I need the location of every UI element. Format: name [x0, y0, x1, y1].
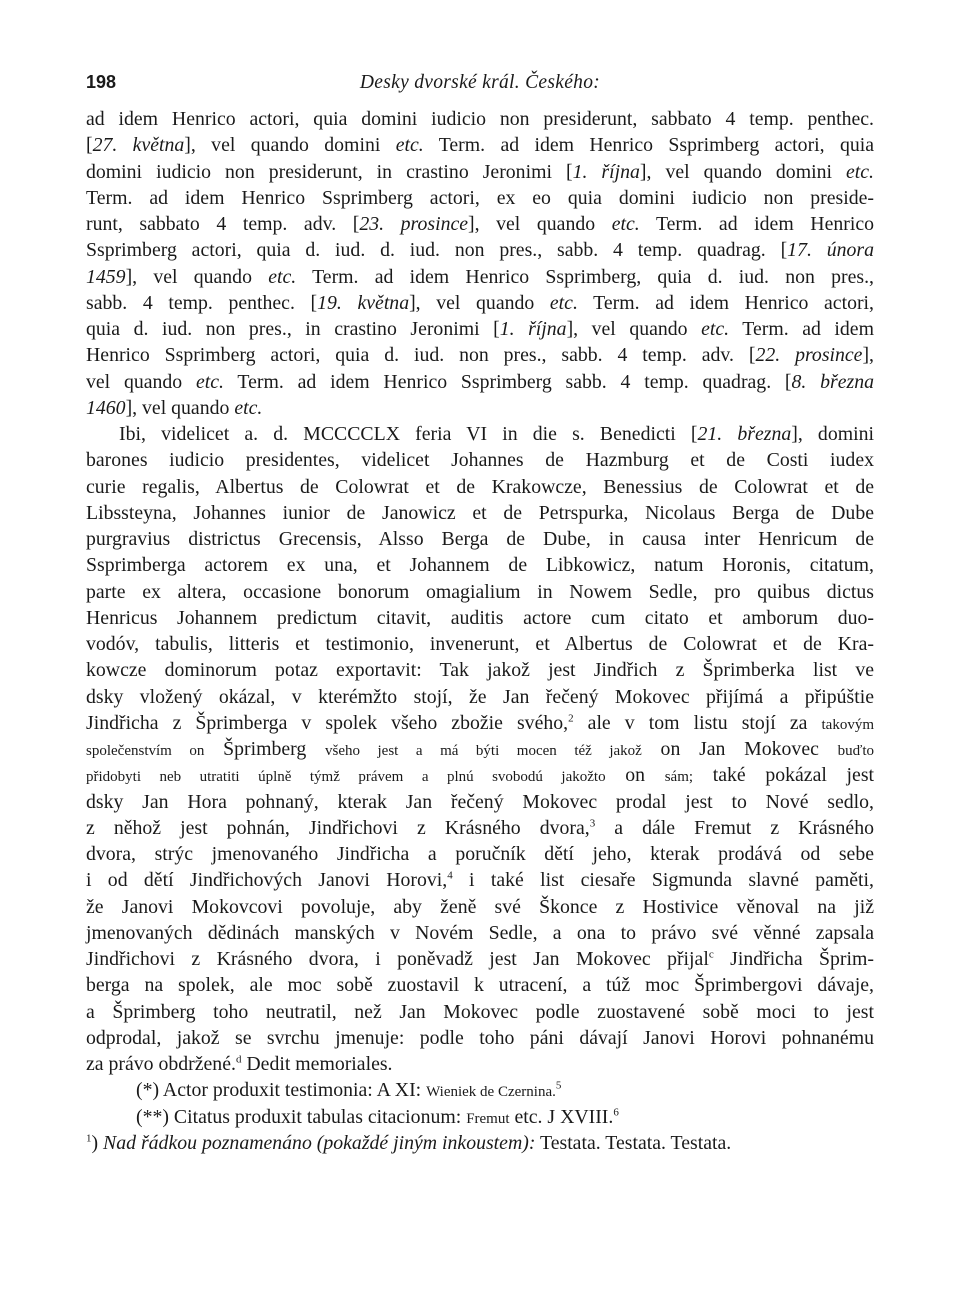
text-run: Term. ad idem — [729, 318, 874, 340]
text-run: také pokázal jest — [693, 764, 875, 787]
text-line — [86, 447, 874, 473]
text-line — [86, 946, 874, 972]
text-run: Ssprimberga actorem ex una, et Johannem de Libkowicz, natum Horonis, citatum, — [86, 554, 874, 577]
text-run: Šprimberg — [204, 738, 325, 760]
text-run: (*) Actor produxit testimonia: A XI: — [136, 1079, 427, 1102]
text-run: ], domini — [791, 423, 874, 445]
italic-run: etc. — [846, 160, 875, 183]
italic-run: 8. března — [791, 370, 875, 393]
text-run: Testata. Testata. Testata. — [535, 1131, 732, 1154]
italic-run: etc. — [549, 291, 578, 314]
text-run: ], vel quando — [125, 396, 235, 419]
text-run: Jindřicha z Šprimberga v spolek všeho zbožie svého, — [86, 711, 569, 734]
text-run: že Janovi Mokovcovi povoluje, aby ženě své Škonce z Hostivice věnoval na již — [86, 895, 874, 918]
text-line — [86, 237, 874, 263]
text-run: ale v tom listu stojí za — [573, 711, 822, 734]
text-run: runt, sabbato 4 temp. adv. [ — [86, 213, 360, 235]
interlinear-run: společenstvím on — [86, 743, 205, 759]
text-line — [86, 1130, 874, 1156]
text-run: z něhož jest pohnán, Jindřichovi z Krásného dvora, — [86, 816, 590, 839]
text-line — [86, 106, 874, 132]
running-title: Desky dvorské král. Českého: — [359, 72, 601, 93]
text-line — [86, 474, 874, 500]
text-line — [86, 342, 874, 368]
italic-run: 22. prosince — [755, 344, 863, 367]
text-run: Term. ad idem Henrico Ssprimberg actori, ex eo quia domini iudicio non preside- — [86, 186, 874, 209]
interlinear-run: sám; — [664, 769, 694, 786]
text-line — [86, 867, 874, 893]
italic-run: etc. — [701, 318, 730, 340]
footnote-marker: 6 — [613, 1105, 619, 1118]
italic-run: etc. — [395, 134, 424, 157]
text-run: kowcze dominorum potaz exportavit: Tak jakož jest Jindřich z Šprimberka list ve — [86, 659, 874, 682]
text-run: (**) Citatus produxit tabulas citacionum: — [136, 1105, 467, 1128]
text-line — [86, 684, 874, 710]
text-run: Term. ad idem Henrico actori, — [577, 291, 874, 314]
interlinear-run: přidobyti neb utratiti úplně týmž právem a plnú svobodú jakožto — [86, 769, 606, 786]
text-run: Term. ad idem Henrico Ssprimberg sabb. 4 temp. quadrag. [ — [224, 370, 792, 393]
text-line — [86, 736, 874, 762]
text-run: Jindřichovi z Krásného dvora, i poněvadž jest Jan Mokovec přijal — [86, 948, 709, 970]
text-run: curie regalis, Albertus de Colowrat et de Krakowcze, Benessius de Colowrat et de — [86, 475, 874, 498]
text-run: Term. ad idem Henrico — [639, 213, 874, 235]
text-line — [86, 264, 874, 290]
footnote-marker: 3 — [589, 817, 596, 830]
italic-run: etc. — [611, 213, 640, 235]
text-line — [86, 211, 874, 237]
text-line — [86, 920, 874, 946]
page-header — [86, 72, 874, 106]
text-line — [86, 894, 874, 920]
text-run: parte ex altera, occasione bonorum omagialium in Nowem Sedle, pro quibus dictus — [86, 580, 874, 603]
text-run: vodóv, tabulis, litteris et testimonio, invenerunt, et Albertus de Colowrat et de Kra- — [86, 633, 874, 655]
italic-run: etc. — [195, 370, 224, 393]
text-line — [86, 552, 874, 578]
text-run: Jindřicha Šprim- — [713, 948, 874, 970]
judgment-paragraph — [86, 421, 874, 1077]
footnote-marker: 4 — [447, 869, 453, 882]
footnote-marker: 2 — [568, 712, 574, 725]
text-run: ) — [91, 1131, 104, 1154]
text-line — [86, 185, 874, 211]
text-run: Dedit memoriales. — [241, 1053, 393, 1075]
text-line — [86, 526, 874, 552]
text-run: Henricus Johannem predictum citavit, auditis actore cum citato et amborum duo- — [86, 606, 874, 629]
text-line — [86, 815, 874, 841]
text-line — [86, 710, 874, 736]
italic-run: 27. května — [92, 134, 185, 157]
text-line — [86, 159, 874, 185]
text-run: Term. ad idem Henrico Ssprimberg, quia d. iud. non pres., — [296, 265, 874, 288]
italic-run: etc. — [234, 396, 263, 419]
text-run: ], vel quando — [409, 291, 550, 314]
text-line — [86, 657, 874, 683]
italic-run: 1. října — [572, 160, 640, 183]
text-line — [86, 132, 874, 158]
italic-run: 1459 — [86, 265, 126, 288]
text-line — [86, 1025, 874, 1051]
text-run: on — [605, 764, 665, 787]
text-run: ], vel quando — [566, 318, 702, 340]
text-line — [86, 369, 874, 395]
page-number: 198 — [86, 72, 117, 92]
text-line — [86, 1051, 874, 1077]
italic-run: 23. prosince — [359, 213, 469, 235]
text-run: ], — [862, 344, 875, 367]
text-run: quia d. iud. non pres., in crastino Jeronimi [ — [86, 318, 500, 340]
text-line — [86, 762, 874, 788]
text-line — [86, 789, 874, 815]
text-line — [86, 290, 874, 316]
entries-paragraph — [86, 106, 874, 421]
text-run: on Jan Mokovec — [641, 738, 838, 760]
text-run: dsky Jan Hora pohnaný, kterak Jan řečený Mokovec prodal jest to Nové sedlo, — [86, 790, 874, 813]
text-run: Ssprimberg actori, quia d. iud. d. iud. non pres., sabb. 4 temp. quadrag. [ — [86, 239, 788, 262]
text-run: i od dětí Jindřichových Janovi Horovi, — [86, 869, 448, 892]
text-run: Libssteyna, Johannes iunior de Janowicz et de Petrspurka, Nicolaus Berga de Dube — [86, 501, 874, 524]
text-line — [86, 1077, 874, 1103]
footnote — [86, 1130, 874, 1156]
text-run: Ibi, videlicet a. d. MCCCCLX feria VI in die s. Benedicti [ — [119, 423, 698, 445]
text-run: odprodal, jakož se svrchu jmenuje: podle toho páni dávají Janovi Horovi pohnanému — [86, 1026, 874, 1049]
text-run: etc. J XVIII. — [509, 1105, 614, 1128]
text-run: ad idem Henrico actori, quia domini iudicio non presiderunt, sabbato 4 temp. penthec. — [86, 108, 874, 130]
italic-run: Nad řádkou poznamenáno (pokaždé jiným inkoustem): — [103, 1131, 536, 1154]
text-run: barones iudicio presidentes, videlicet Johannes de Hazmburg et de Costi iudex — [86, 449, 874, 472]
text-run: dsky vložený okázal, v kterémžto stojí, že Jan řečený Mokovec přijímá a připúštie — [86, 685, 874, 708]
italic-run: 21. března — [697, 423, 792, 445]
text-line — [86, 1104, 874, 1130]
italic-run: 1. října — [499, 318, 567, 340]
interlinear-run: takovým — [821, 716, 874, 733]
text-line — [86, 500, 874, 526]
text-run: Henrico Ssprimberg actori, quia d. iud. non pres., sabb. 4 temp. adv. [ — [86, 344, 756, 367]
italic-run: 1460 — [86, 396, 126, 419]
italic-run: etc. — [268, 265, 297, 288]
text-run: [ — [86, 134, 93, 157]
footnote-marker: 1 — [86, 1132, 92, 1145]
text-line — [86, 395, 874, 421]
text-line — [86, 605, 874, 631]
text-run: jmenovaných dědinách manských v Novém Sedle, a ona to právo své věnné zapsala — [86, 921, 874, 944]
italic-run: 17. února — [787, 239, 874, 262]
italic-run: 19. května — [317, 291, 410, 314]
text-run: i také list ciesaře Sigmunda slavné paměti, — [452, 869, 874, 892]
text-line — [86, 579, 874, 605]
interlinear-run: Fremut — [466, 1110, 510, 1127]
text-run: ], vel quando — [468, 213, 612, 235]
text-line — [86, 999, 874, 1025]
text-run: domini iudicio non presiderunt, in crastino Jeronimi [ — [86, 160, 573, 183]
text-run: Term. ad idem Henrico Ssprimberg actori, quia — [423, 134, 875, 157]
text-run: a Šprimberg toho neutratil, než Jan Mokovec podle zuostavené sobě moci to jest — [86, 1000, 874, 1023]
text-run: berga na spolek, ale moc sobě zuostavil k utracení, a túž moc Šprimbergovi dávaje, — [86, 974, 874, 997]
text-run: ], vel quando — [125, 265, 269, 288]
interlinear-run: Wieniek de Czernina. — [426, 1084, 556, 1101]
text-line — [86, 972, 874, 998]
text-line — [86, 841, 874, 867]
text-run: ], vel quando domini — [639, 160, 846, 183]
text-run: ], vel quando domini — [184, 134, 396, 157]
text-run: a dále Fremut z Krásného — [595, 816, 874, 839]
text-line — [86, 631, 874, 657]
text-run: dvora, strýc jmenovaného Jindřicha a poručník dětí jeho, kterak prodává od sebe — [86, 843, 874, 865]
footnote-marker: c — [708, 948, 714, 961]
footnote-marker: 5 — [555, 1079, 562, 1092]
text-run: purgravius districtus Grecensis, Alsso Berga de Dube, in causa inter Henricum de — [86, 528, 874, 550]
text-run: sabb. 4 temp. penthec. [ — [86, 291, 318, 314]
text-line — [86, 421, 874, 447]
interlinear-run: buďto — [837, 743, 874, 759]
text-line — [86, 316, 874, 342]
text-run: vel quando — [86, 370, 196, 393]
document-page — [86, 72, 874, 1156]
footnote-marker: d — [235, 1053, 242, 1066]
text-run: za právo obdržené. — [86, 1053, 236, 1075]
interlinear-run: všeho jest a má býti mocen též jakož — [324, 743, 642, 759]
production-notes — [86, 1077, 874, 1130]
